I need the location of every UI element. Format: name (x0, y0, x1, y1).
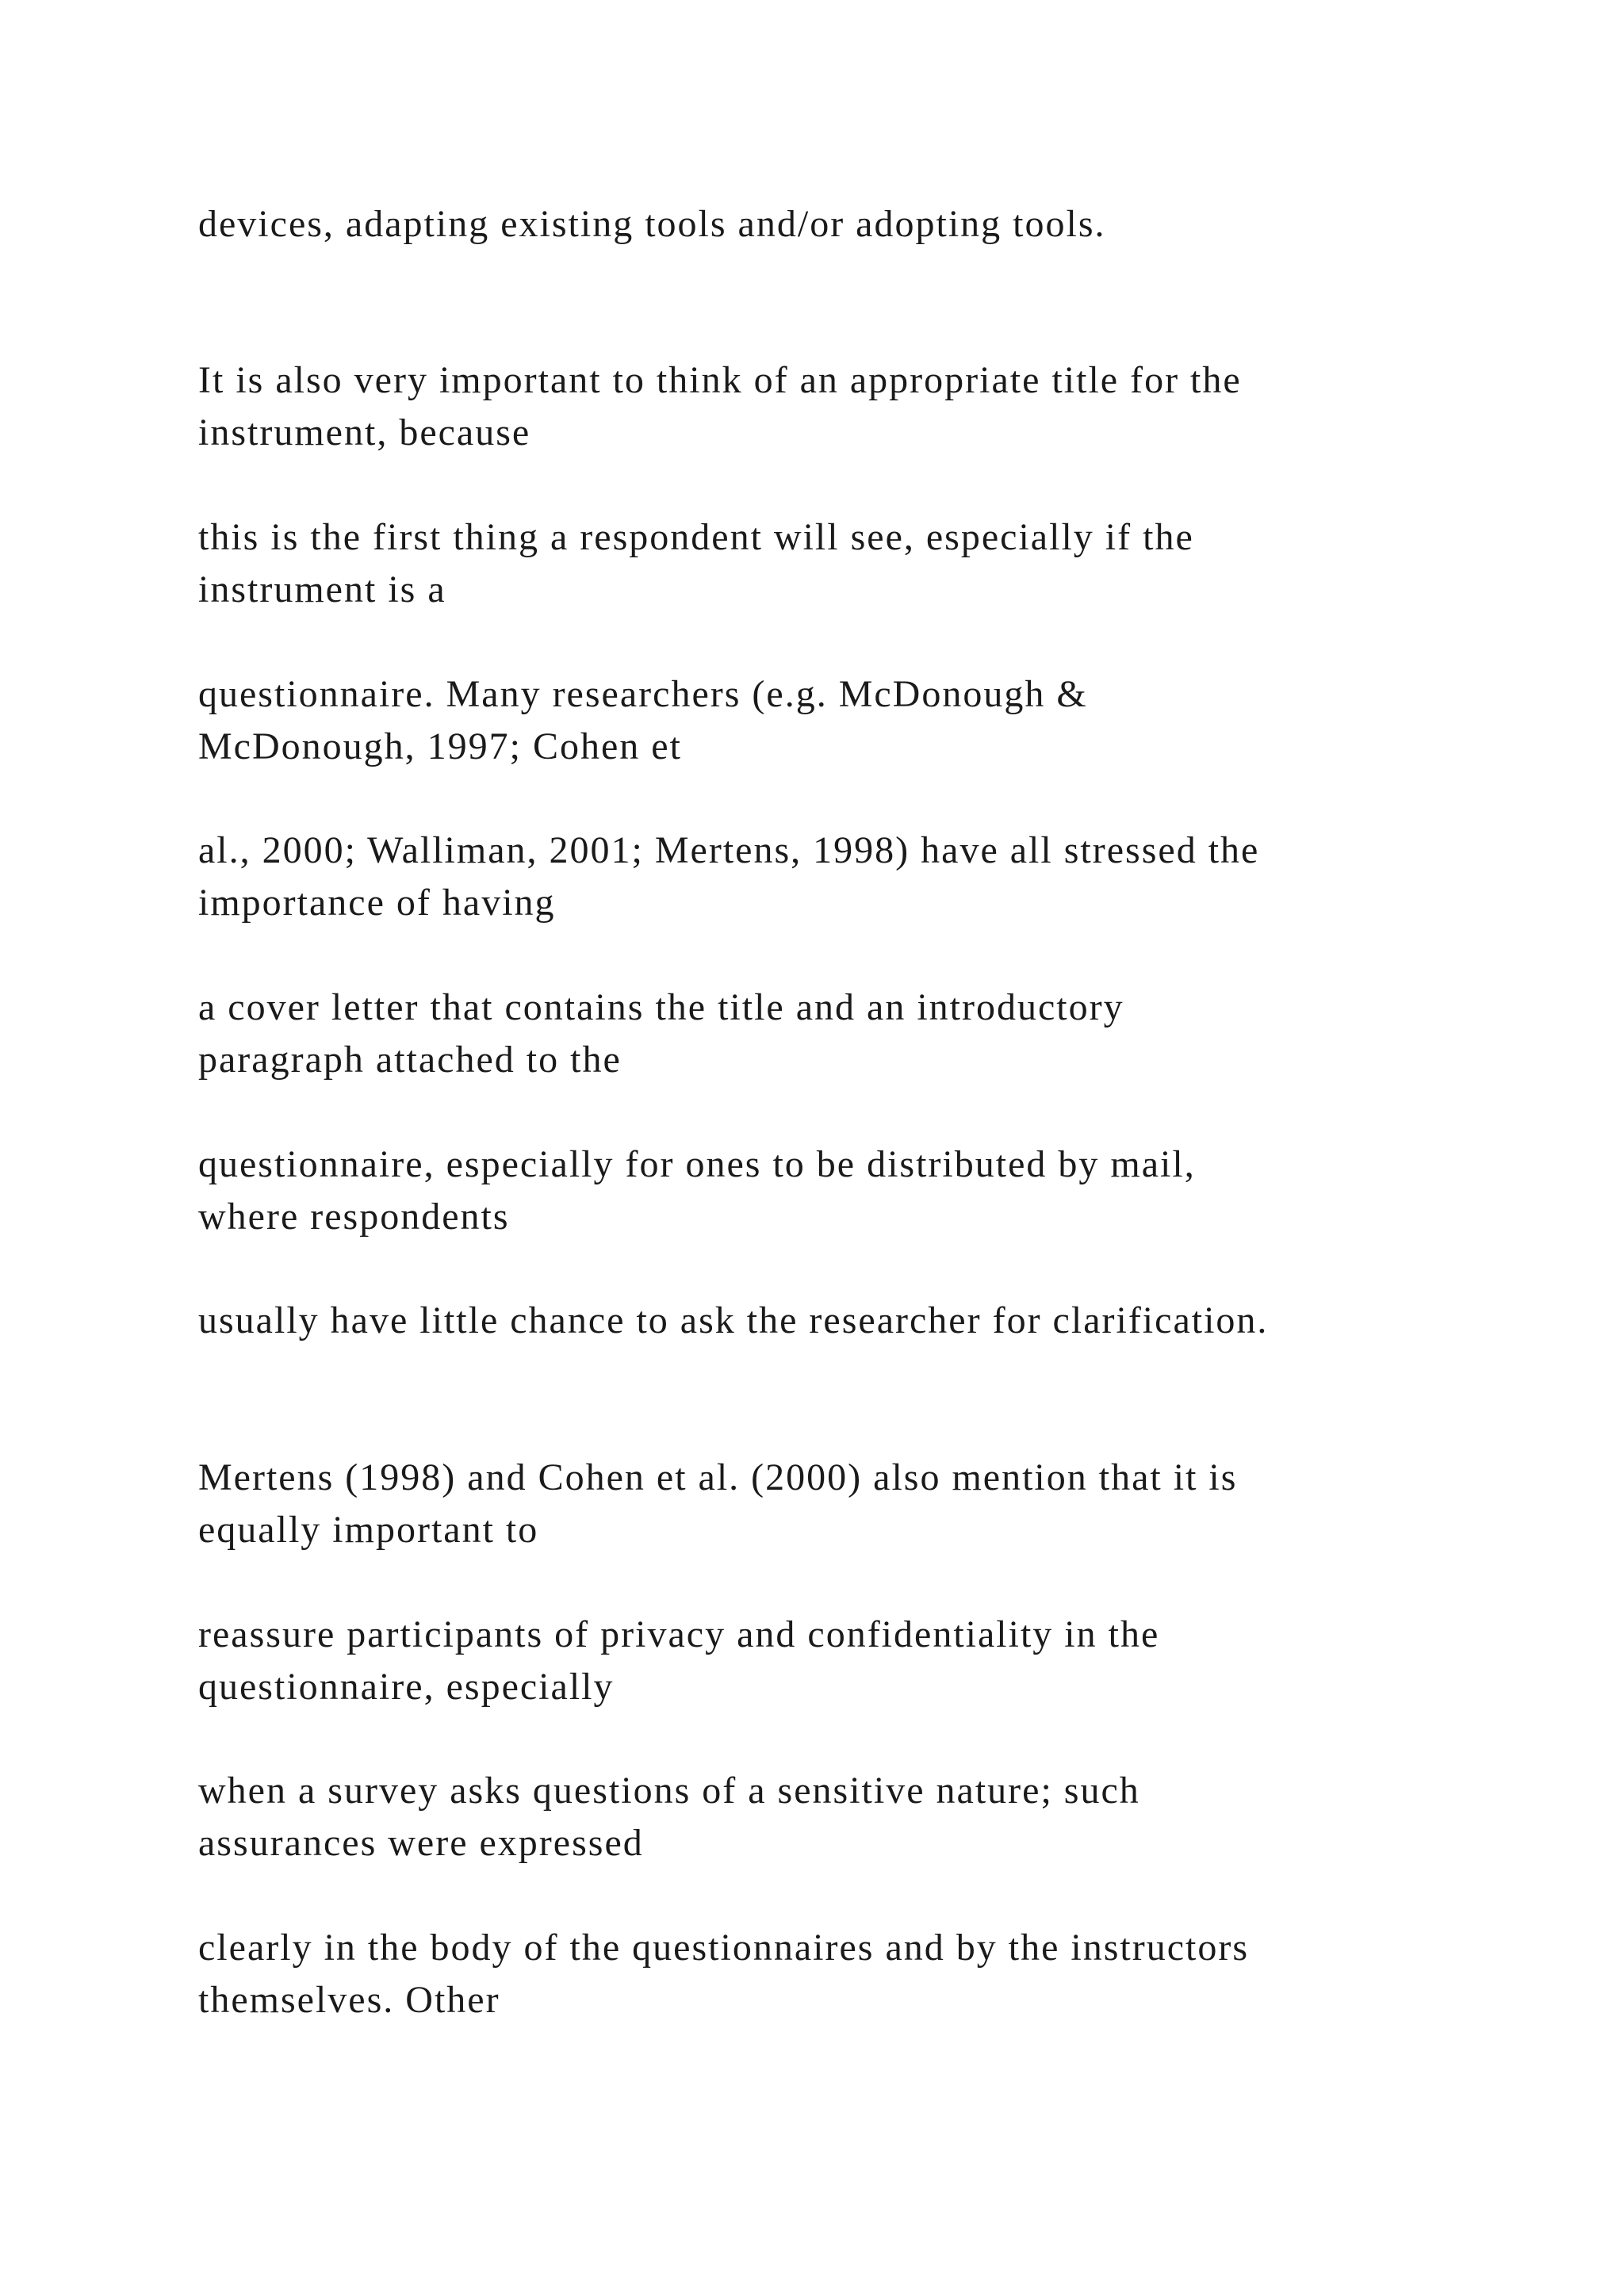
text-line: when a survey asks questions of a sensitive nature; such (198, 1770, 1140, 1812)
text-line: questionnaire, especially for ones to be distributed by mail, (198, 1143, 1196, 1185)
text-line: themselves. Other (198, 1979, 500, 2021)
text-line: Mertens (1998) and Cohen et al. (2000) also mention that it is (198, 1456, 1238, 1498)
text-line: usually have little chance to ask the researcher for clarification. (198, 1299, 1269, 1341)
text-block (198, 1609, 1159, 1713)
text-line: clearly in the body of the questionnaires and by the instructors (198, 1927, 1250, 1969)
text-line: questionnaire, especially (198, 1666, 615, 1708)
text-line: It is also very important to think of an appropriate title for the (198, 359, 1242, 401)
text-line: instrument, because (198, 411, 531, 453)
text-block (198, 1765, 1140, 1869)
text-block (198, 825, 1259, 929)
text-block (198, 198, 1106, 251)
text-line: instrument is a (198, 568, 446, 610)
text-block (198, 511, 1194, 616)
text-line: questionnaire. Many researchers (e.g. McDonough & (198, 673, 1088, 715)
text-block (198, 1452, 1237, 1556)
text-block (198, 1922, 1249, 2026)
text-block (198, 982, 1124, 1086)
text-line: devices, adapting existing tools and/or adopting tools. (198, 203, 1106, 245)
text-line: where respondents (198, 1196, 510, 1238)
text-line: al., 2000; Walliman, 2001; Mertens, 1998) have all stressed the (198, 829, 1260, 871)
text-block (198, 354, 1242, 459)
text-block (198, 1138, 1196, 1243)
text-line: reassure participants of privacy and confidentiality in the (198, 1613, 1160, 1655)
text-line: equally important to (198, 1509, 539, 1551)
text-line: this is the first thing a respondent will see, especially if the (198, 516, 1194, 558)
text-line: importance of having (198, 882, 556, 924)
text-line: McDonough, 1997; Cohen et (198, 725, 682, 767)
text-line: assurances were expressed (198, 1822, 644, 1864)
text-line: paragraph attached to the (198, 1039, 622, 1081)
text-block (198, 668, 1088, 773)
text-line: a cover letter that contains the title and an introductory (198, 986, 1124, 1028)
text-block (198, 1295, 1268, 1347)
